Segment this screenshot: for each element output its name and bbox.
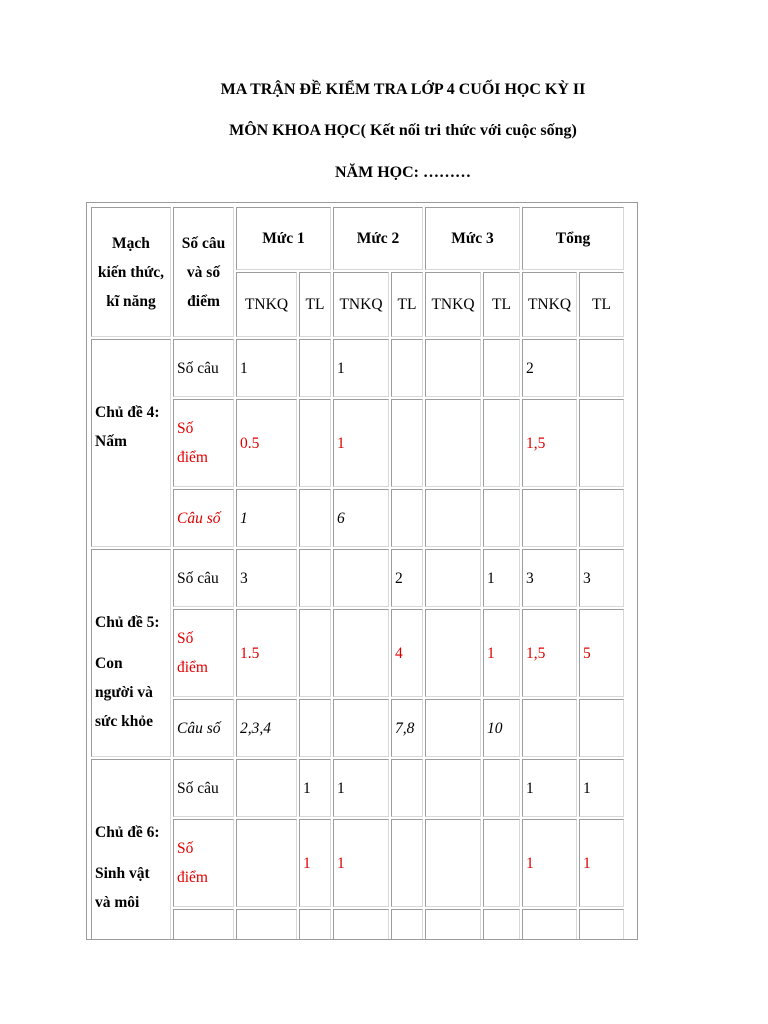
table-cell bbox=[483, 759, 520, 817]
table-cell bbox=[579, 489, 624, 547]
table-cell: 5 bbox=[579, 609, 624, 697]
table-cell: 1 bbox=[299, 759, 331, 817]
table-cell bbox=[522, 909, 577, 940]
table-cell: 2 bbox=[391, 549, 423, 607]
table-cell bbox=[522, 489, 577, 547]
table-cell bbox=[299, 339, 331, 397]
table-cell bbox=[391, 759, 423, 817]
table-cell: 1 bbox=[483, 609, 520, 697]
table-cell bbox=[299, 489, 331, 547]
topic-cell: Chủ đề 6: Sinh vật và môi bbox=[91, 759, 171, 940]
table-cell bbox=[425, 759, 481, 817]
table-cell bbox=[391, 399, 423, 487]
table-cell bbox=[425, 819, 481, 907]
table-cell bbox=[483, 489, 520, 547]
table-row bbox=[91, 339, 624, 397]
row-label: Câu số bbox=[173, 489, 234, 547]
matrix-table bbox=[89, 205, 626, 940]
table-cell bbox=[391, 819, 423, 907]
row-label: Số điểm bbox=[173, 399, 234, 487]
sub-tl: TL bbox=[579, 272, 624, 337]
table-cell bbox=[236, 759, 297, 817]
table-cell: 1 bbox=[522, 819, 577, 907]
table-cell: 1 bbox=[333, 399, 389, 487]
table-cell: 1,5 bbox=[522, 399, 577, 487]
table-cell bbox=[579, 339, 624, 397]
header-level-1: Mức 1 bbox=[236, 207, 331, 270]
header-row bbox=[91, 207, 624, 270]
table-cell bbox=[425, 699, 481, 757]
table-cell: 1 bbox=[579, 759, 624, 817]
header-count-score: Số câu và số điểm bbox=[173, 207, 234, 337]
table-cell bbox=[522, 699, 577, 757]
topic-cell: Chủ đề 4: Nấm bbox=[91, 339, 171, 547]
sub-tnkq: TNKQ bbox=[425, 272, 481, 337]
table-cell bbox=[483, 399, 520, 487]
table-cell: 1 bbox=[333, 759, 389, 817]
table-cell bbox=[483, 819, 520, 907]
table-cell bbox=[391, 909, 423, 940]
table-cell bbox=[483, 339, 520, 397]
header-level-2: Mức 2 bbox=[333, 207, 423, 270]
table-cell: 1.5 bbox=[236, 609, 297, 697]
table-cell bbox=[391, 339, 423, 397]
sub-tl: TL bbox=[391, 272, 423, 337]
table-cell bbox=[333, 909, 389, 940]
table-cell: 1 bbox=[299, 819, 331, 907]
table-cell bbox=[299, 399, 331, 487]
table-cell: 6 bbox=[333, 489, 389, 547]
table-cell bbox=[425, 489, 481, 547]
row-label: Số điểm bbox=[173, 819, 234, 907]
table-cell bbox=[299, 699, 331, 757]
table-cell bbox=[333, 609, 389, 697]
table-cell bbox=[425, 549, 481, 607]
header-topic: Mạch kiến thức, kĩ năng bbox=[91, 207, 171, 337]
sub-tl: TL bbox=[299, 272, 331, 337]
table-cell: 1 bbox=[483, 549, 520, 607]
table-cell: 1 bbox=[522, 759, 577, 817]
table-row bbox=[91, 549, 624, 607]
table-cell bbox=[425, 399, 481, 487]
table-cell: 1 bbox=[333, 819, 389, 907]
table-cell: 2,3,4 bbox=[236, 699, 297, 757]
table-cell: 3 bbox=[522, 549, 577, 607]
table-cell: 2 bbox=[522, 339, 577, 397]
table-row bbox=[91, 759, 624, 817]
table-cell bbox=[425, 909, 481, 940]
sub-tl: TL bbox=[483, 272, 520, 337]
table-cell bbox=[299, 609, 331, 697]
table-cell bbox=[579, 699, 624, 757]
document-title: MA TRẬN ĐỀ KIỂM TRA LỚP 4 CUỐI HỌC KỲ II bbox=[220, 81, 586, 98]
table-cell: 7,8 bbox=[391, 699, 423, 757]
table-cell bbox=[299, 909, 331, 940]
row-label: Số điểm bbox=[173, 609, 234, 697]
table-cell: 1 bbox=[579, 819, 624, 907]
table-cell bbox=[333, 549, 389, 607]
row-label bbox=[173, 909, 234, 940]
table-cell: 1 bbox=[236, 489, 297, 547]
row-label: Số câu bbox=[173, 759, 234, 817]
table-cell: 3 bbox=[579, 549, 624, 607]
table-cell bbox=[579, 909, 624, 940]
topic-cell: Chủ đề 5: Con người và sức khỏe bbox=[91, 549, 171, 757]
header-total: Tổng bbox=[522, 207, 624, 270]
table-cell bbox=[425, 609, 481, 697]
table-cell bbox=[483, 909, 520, 940]
sub-tnkq: TNKQ bbox=[236, 272, 297, 337]
table-cell bbox=[236, 819, 297, 907]
table-cell: 1,5 bbox=[522, 609, 577, 697]
table-cell: 1 bbox=[333, 339, 389, 397]
row-label: Số câu bbox=[173, 549, 234, 607]
table-cell: 10 bbox=[483, 699, 520, 757]
table-cell bbox=[299, 549, 331, 607]
matrix-table-frame bbox=[86, 202, 638, 940]
table-cell: 0.5 bbox=[236, 399, 297, 487]
subject-title: MÔN KHOA HỌC( Kết nối tri thức với cuộc sống) bbox=[229, 122, 577, 139]
sub-tnkq: TNKQ bbox=[522, 272, 577, 337]
table-cell bbox=[333, 699, 389, 757]
table-cell: 3 bbox=[236, 549, 297, 607]
sub-tnkq: TNKQ bbox=[333, 272, 389, 337]
header-level-3: Mức 3 bbox=[425, 207, 520, 270]
table-cell: 4 bbox=[391, 609, 423, 697]
school-year: NĂM HỌC: ……… bbox=[335, 164, 471, 181]
table-cell bbox=[391, 489, 423, 547]
table-cell bbox=[236, 909, 297, 940]
table-cell bbox=[425, 339, 481, 397]
row-label: Số câu bbox=[173, 339, 234, 397]
table-cell: 1 bbox=[236, 339, 297, 397]
row-label: Câu số bbox=[173, 699, 234, 757]
table-cell bbox=[579, 399, 624, 487]
